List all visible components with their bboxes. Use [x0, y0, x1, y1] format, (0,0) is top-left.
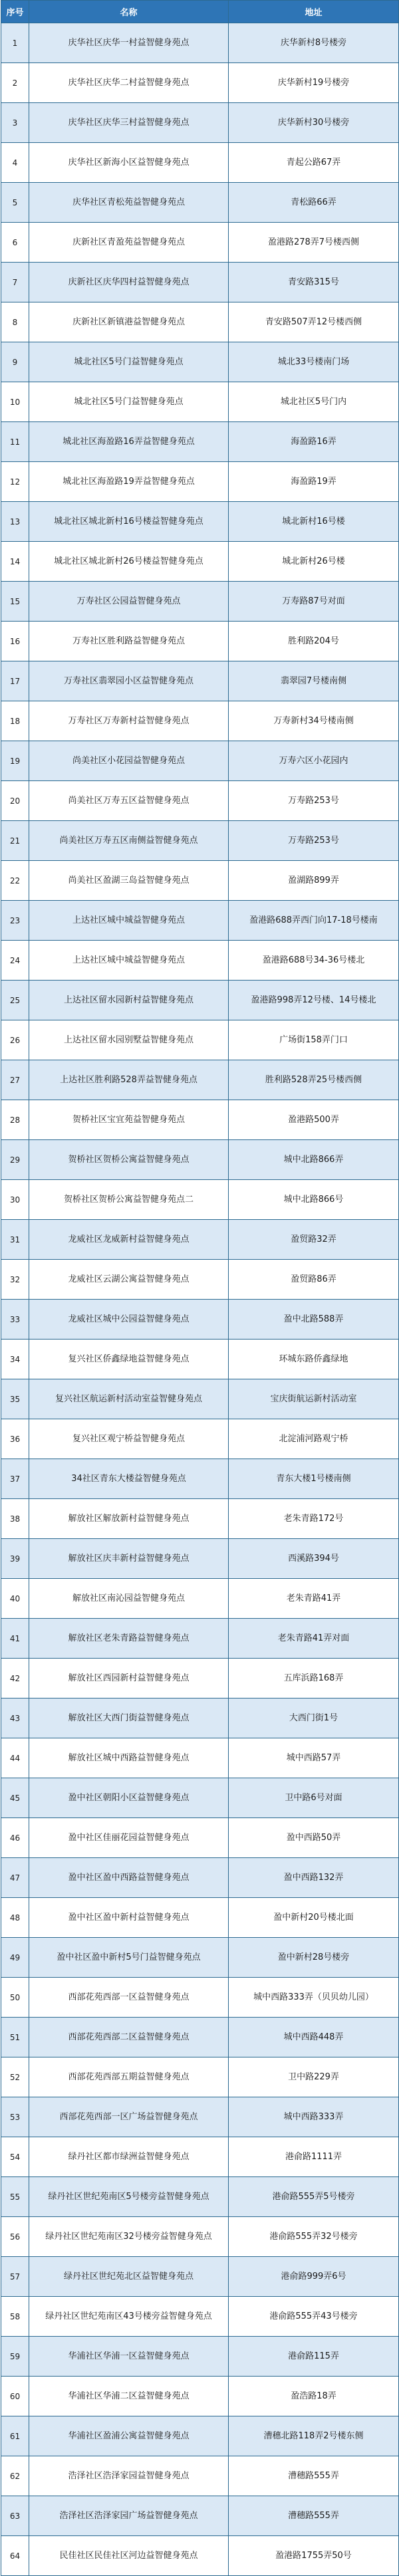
- row-name: 盈中社区佳丽花园益智健身苑点: [29, 1818, 229, 1858]
- row-address: 港俞路1111弄: [229, 2137, 399, 2177]
- row-name: 尚美社区小花园益智健身苑点: [29, 741, 229, 781]
- row-name: 解放社区庆丰新村益智健身苑点: [29, 1539, 229, 1579]
- row-address: 港俞路555弄5号楼旁: [229, 2177, 399, 2217]
- row-index: 52: [1, 2057, 29, 2097]
- row-name: 尚美社区万寿五区益智健身苑点: [29, 781, 229, 821]
- row-name: 华浦社区盈浦公寓益智健身苑点: [29, 2416, 229, 2456]
- row-name: 绿丹社区世纪苑南区43号楼旁益智健身苑点: [29, 2297, 229, 2337]
- table-row: [1, 2137, 399, 2177]
- row-index: 45: [1, 1778, 29, 1818]
- row-address: 盈中新村28号楼旁: [229, 1938, 399, 1978]
- table-row: [1, 542, 399, 582]
- row-index: 40: [1, 1579, 29, 1619]
- row-index: 1: [1, 23, 29, 63]
- table-row: [1, 1659, 399, 1698]
- row-address: 万寿路253号: [229, 781, 399, 821]
- row-address: 盈中北路588弄: [229, 1300, 399, 1340]
- table-row: [1, 1419, 399, 1459]
- row-index: 19: [1, 741, 29, 781]
- table-row: [1, 1539, 399, 1579]
- table-row: [1, 1778, 399, 1818]
- row-index: 17: [1, 661, 29, 701]
- table-row: [1, 342, 399, 382]
- row-name: 万寿社区万寿新村益智健身苑点: [29, 701, 229, 741]
- row-name: 城北社区城北新村26号楼益智健身苑点: [29, 542, 229, 582]
- table-row: [1, 103, 399, 143]
- header-name: 名称: [29, 1, 229, 23]
- row-index: 55: [1, 2177, 29, 2217]
- row-index: 61: [1, 2416, 29, 2456]
- table-row: [1, 1499, 399, 1539]
- row-address: 城北新村26号楼: [229, 542, 399, 582]
- row-address: 漕穗路555弄: [229, 2456, 399, 2496]
- row-name: 复兴社区侨鑫绿地益智健身苑点: [29, 1340, 229, 1379]
- table-row: [1, 422, 399, 462]
- row-name: 城北社区城北新村16号楼益智健身苑点: [29, 502, 229, 542]
- row-index: 62: [1, 2456, 29, 2496]
- row-address: 城中西路333弄（贝贝幼儿园）: [229, 1978, 399, 2018]
- row-address: 城中北路866号: [229, 1180, 399, 1220]
- row-address: 城中西路57弄: [229, 1738, 399, 1778]
- row-index: 3: [1, 103, 29, 143]
- row-name: 庆新社区庆华四村益智健身苑点: [29, 263, 229, 302]
- table-row: [1, 2097, 399, 2137]
- row-index: 14: [1, 542, 29, 582]
- row-name: 庆华社区庆华二村益智健身苑点: [29, 63, 229, 103]
- row-name: 浩泽社区浩泽家园益智健身苑点: [29, 2456, 229, 2496]
- row-address: 盈港路688弄西门向17-18号楼南: [229, 901, 399, 941]
- row-index: 60: [1, 2377, 29, 2416]
- row-address: 万寿路253号: [229, 821, 399, 861]
- row-address: 卫中路229弄: [229, 2057, 399, 2097]
- table-row: [1, 1858, 399, 1898]
- row-index: 18: [1, 701, 29, 741]
- row-address: 老朱青路41弄: [229, 1579, 399, 1619]
- row-index: 6: [1, 223, 29, 263]
- table-row: [1, 1180, 399, 1220]
- row-index: 57: [1, 2257, 29, 2297]
- row-index: 4: [1, 143, 29, 183]
- row-name: 万寿社区公园益智健身苑点: [29, 582, 229, 622]
- row-index: 56: [1, 2217, 29, 2257]
- row-name: 绿丹社区世纪苑北区益智健身苑点: [29, 2257, 229, 2297]
- row-index: 23: [1, 901, 29, 941]
- row-name: 34社区青东大楼益智健身苑点: [29, 1459, 229, 1499]
- table-row: [1, 2377, 399, 2416]
- row-name: 复兴社区观宁桥益智健身苑点: [29, 1419, 229, 1459]
- table-body: [1, 23, 399, 2576]
- row-address: 港俞路555弄43号楼旁: [229, 2297, 399, 2337]
- row-index: 22: [1, 861, 29, 901]
- table-row: [1, 2416, 399, 2456]
- row-name: 西部花苑西部一区益智健身苑点: [29, 1978, 229, 2018]
- row-address: 青安路507弄12号楼西侧: [229, 302, 399, 342]
- table-row: [1, 1938, 399, 1978]
- row-index: 25: [1, 981, 29, 1020]
- row-address: 盈港路998弄12号楼、14号楼北: [229, 981, 399, 1020]
- row-index: 59: [1, 2337, 29, 2377]
- table-row: [1, 981, 399, 1020]
- row-address: 城北社区5号门内: [229, 382, 399, 422]
- row-index: 42: [1, 1659, 29, 1698]
- row-index: 34: [1, 1340, 29, 1379]
- table-row: [1, 2257, 399, 2297]
- row-address: 万寿新村34号楼南侧: [229, 701, 399, 741]
- row-index: 10: [1, 382, 29, 422]
- row-index: 8: [1, 302, 29, 342]
- row-index: 63: [1, 2496, 29, 2536]
- row-address: 盈港路500弄: [229, 1100, 399, 1140]
- table-row: [1, 1060, 399, 1100]
- row-name: 庆华社区青松苑益智健身苑点: [29, 183, 229, 223]
- row-address: 海盈路16弄: [229, 422, 399, 462]
- table-row: [1, 1579, 399, 1619]
- row-name: 庆新社区新镇港益智健身苑点: [29, 302, 229, 342]
- table-row: [1, 63, 399, 103]
- row-index: 50: [1, 1978, 29, 2018]
- row-name: 解放社区城中西路益智健身苑点: [29, 1738, 229, 1778]
- row-name: 城北社区海盈路16弄益智健身苑点: [29, 422, 229, 462]
- row-address: 五库浜路168弄: [229, 1659, 399, 1698]
- row-index: 54: [1, 2137, 29, 2177]
- row-address: 城中西路448弄: [229, 2018, 399, 2057]
- row-index: 5: [1, 183, 29, 223]
- row-address: 庆华新村8号楼旁: [229, 23, 399, 63]
- row-address: 港俞路115弄: [229, 2337, 399, 2377]
- row-name: 城北社区5号门益智健身苑点: [29, 382, 229, 422]
- row-name: 浩泽社区浩泽家园广场益智健身苑点: [29, 2496, 229, 2536]
- row-name: 贺桥社区贺桥公寓益智健身苑点二: [29, 1180, 229, 1220]
- row-name: 绿丹社区世纪苑南区5号楼旁益智健身苑点: [29, 2177, 229, 2217]
- row-name: 庆华社区庆华三村益智健身苑点: [29, 103, 229, 143]
- row-name: 尚美社区盈湖三岛益智健身苑点: [29, 861, 229, 901]
- row-index: 48: [1, 1898, 29, 1938]
- row-name: 上达社区城中城益智健身苑点: [29, 941, 229, 981]
- table-row: [1, 223, 399, 263]
- row-address: 漕穗路555弄: [229, 2496, 399, 2536]
- table-row: [1, 302, 399, 342]
- fitness-sites-table: [1, 0, 399, 2576]
- row-index: 26: [1, 1020, 29, 1060]
- table-row: [1, 701, 399, 741]
- row-name: 解放社区西园新村益智健身苑点: [29, 1659, 229, 1698]
- table-row: [1, 622, 399, 661]
- row-name: 华浦社区华浦一区益智健身苑点: [29, 2337, 229, 2377]
- table-row: [1, 821, 399, 861]
- row-name: 上达社区胜利路528弄益智健身苑点: [29, 1060, 229, 1100]
- row-name: 盈中社区朝阳小区益智健身苑点: [29, 1778, 229, 1818]
- row-index: 33: [1, 1300, 29, 1340]
- row-address: 环城东路侨鑫绿地: [229, 1340, 399, 1379]
- row-name: 龙威社区龙威新村益智健身苑点: [29, 1220, 229, 1260]
- row-index: 44: [1, 1738, 29, 1778]
- row-name: 万寿社区翡翠园小区益智健身苑点: [29, 661, 229, 701]
- table-row: [1, 1379, 399, 1419]
- row-index: 27: [1, 1060, 29, 1100]
- row-name: 城北社区5号门益智健身苑点: [29, 342, 229, 382]
- table-row: [1, 781, 399, 821]
- row-address: 卫中路6号对面: [229, 1778, 399, 1818]
- row-name: 龙威社区城中公园益智健身苑点: [29, 1300, 229, 1340]
- table-row: [1, 2456, 399, 2496]
- table-row: [1, 2177, 399, 2217]
- row-index: 9: [1, 342, 29, 382]
- row-index: 64: [1, 2536, 29, 2576]
- row-name: 城北社区海盈路19弄益智健身苑点: [29, 462, 229, 502]
- row-address: 翡翠园7号楼南侧: [229, 661, 399, 701]
- table-row: [1, 1459, 399, 1499]
- row-address: 盈港路1755弄50号: [229, 2536, 399, 2576]
- row-address: 城北33号楼南门场: [229, 342, 399, 382]
- row-name: 上达社区留水园新村益智健身苑点: [29, 981, 229, 1020]
- row-address: 城中西路333弄: [229, 2097, 399, 2137]
- row-index: 21: [1, 821, 29, 861]
- header-address: 地址: [229, 1, 399, 23]
- row-name: 西部花苑西部一区广场益智健身苑点: [29, 2097, 229, 2137]
- table-row: [1, 1300, 399, 1340]
- row-address: 青起公路67弄: [229, 143, 399, 183]
- row-address: 盈湖路899弄: [229, 861, 399, 901]
- table-row: [1, 1140, 399, 1180]
- row-address: 青松路66弄: [229, 183, 399, 223]
- row-address: 城中北路866弄: [229, 1140, 399, 1180]
- row-address: 青安路315号: [229, 263, 399, 302]
- row-index: 28: [1, 1100, 29, 1140]
- table-row: [1, 1898, 399, 1938]
- row-address: 盈贸路32弄: [229, 1220, 399, 1260]
- row-address: 盈贸路86弄: [229, 1260, 399, 1300]
- row-address: 海盈路19弄: [229, 462, 399, 502]
- row-name: 庆华社区新海小区益智健身苑点: [29, 143, 229, 183]
- row-name: 解放社区大西门街益智健身苑点: [29, 1698, 229, 1738]
- row-index: 11: [1, 422, 29, 462]
- row-address: 胜利路204号: [229, 622, 399, 661]
- table-row: [1, 2337, 399, 2377]
- table-row: [1, 382, 399, 422]
- table-row: [1, 2297, 399, 2337]
- row-index: 29: [1, 1140, 29, 1180]
- row-name: 盈中社区盈中西路益智健身苑点: [29, 1858, 229, 1898]
- table-row: [1, 1340, 399, 1379]
- table-row: [1, 2496, 399, 2536]
- row-address: 万寿六区小花园内: [229, 741, 399, 781]
- row-address: 盈中新村20号楼北面: [229, 1898, 399, 1938]
- row-address: 宝庆街航运新村活动室: [229, 1379, 399, 1419]
- row-address: 西溪路394号: [229, 1539, 399, 1579]
- row-address: 盈港路278弄7号楼西侧: [229, 223, 399, 263]
- row-index: 13: [1, 502, 29, 542]
- row-name: 盈中社区盈中新村5号门益智健身苑点: [29, 1938, 229, 1978]
- table-row: [1, 462, 399, 502]
- row-name: 华浦社区华浦二区益智健身苑点: [29, 2377, 229, 2416]
- header-row: [1, 1, 399, 23]
- row-address: 漕穗北路118弄2号楼东侧: [229, 2416, 399, 2456]
- table-row: [1, 901, 399, 941]
- table-row: [1, 741, 399, 781]
- row-name: 万寿社区胜利路益智健身苑点: [29, 622, 229, 661]
- row-name: 龙威社区云湖公寓益智健身苑点: [29, 1260, 229, 1300]
- row-index: 53: [1, 2097, 29, 2137]
- table-row: [1, 941, 399, 981]
- table-row: [1, 143, 399, 183]
- row-index: 36: [1, 1419, 29, 1459]
- row-index: 46: [1, 1818, 29, 1858]
- row-index: 49: [1, 1938, 29, 1978]
- row-index: 58: [1, 2297, 29, 2337]
- table-row: [1, 1978, 399, 2018]
- row-index: 2: [1, 63, 29, 103]
- row-name: 解放社区老朱青路益智健身苑点: [29, 1619, 229, 1659]
- row-index: 7: [1, 263, 29, 302]
- table-header: [1, 1, 399, 23]
- row-name: 贺桥社区贺桥公寓益智健身苑点: [29, 1140, 229, 1180]
- table-row: [1, 183, 399, 223]
- row-index: 24: [1, 941, 29, 981]
- row-address: 港俞路999弄6号: [229, 2257, 399, 2297]
- row-index: 35: [1, 1379, 29, 1419]
- row-index: 51: [1, 2018, 29, 2057]
- row-name: 西部花苑西部二区益智健身苑点: [29, 2018, 229, 2057]
- row-address: 城北新村16号楼: [229, 502, 399, 542]
- table-row: [1, 2057, 399, 2097]
- row-address: 盈浩路18弄: [229, 2377, 399, 2416]
- table-row: [1, 1738, 399, 1778]
- row-index: 32: [1, 1260, 29, 1300]
- header-index: 序号: [1, 1, 29, 23]
- table-row: [1, 1260, 399, 1300]
- row-address: 青东大楼1号楼南侧: [229, 1459, 399, 1499]
- row-name: 上达社区留水园别墅益智健身苑点: [29, 1020, 229, 1060]
- row-address: 港俞路555弄32号楼旁: [229, 2217, 399, 2257]
- table-row: [1, 661, 399, 701]
- row-index: 15: [1, 582, 29, 622]
- table-row: [1, 1220, 399, 1260]
- row-index: 43: [1, 1698, 29, 1738]
- row-name: 民佳社区民佳社区河边益智健身苑点: [29, 2536, 229, 2576]
- table-row: [1, 861, 399, 901]
- row-index: 16: [1, 622, 29, 661]
- table-row: [1, 2018, 399, 2057]
- row-address: 盈中西路50弄: [229, 1818, 399, 1858]
- row-address: 北淀浦河路观宁桥: [229, 1419, 399, 1459]
- row-address: 胜利路528弄25号楼西侧: [229, 1060, 399, 1100]
- row-address: 老朱青路41弄对面: [229, 1619, 399, 1659]
- table-row: [1, 1619, 399, 1659]
- row-address: 大西门街1号: [229, 1698, 399, 1738]
- row-address: 广场街158弄门口: [229, 1020, 399, 1060]
- row-name: 解放社区南沁园益智健身苑点: [29, 1579, 229, 1619]
- row-index: 20: [1, 781, 29, 821]
- table-row: [1, 582, 399, 622]
- table-row: [1, 23, 399, 63]
- row-name: 盈中社区盈中新村益智健身苑点: [29, 1898, 229, 1938]
- row-index: 47: [1, 1858, 29, 1898]
- row-index: 39: [1, 1539, 29, 1579]
- row-address: 盈中西路132弄: [229, 1858, 399, 1898]
- row-address: 庆华新村19号楼旁: [229, 63, 399, 103]
- table-row: [1, 1818, 399, 1858]
- row-address: 老朱青路172号: [229, 1499, 399, 1539]
- row-index: 38: [1, 1499, 29, 1539]
- table-row: [1, 1020, 399, 1060]
- table-row: [1, 1100, 399, 1140]
- table-row: [1, 2217, 399, 2257]
- table-row: [1, 1698, 399, 1738]
- table-row: [1, 502, 399, 542]
- row-index: 12: [1, 462, 29, 502]
- row-name: 上达社区城中城益智健身苑点: [29, 901, 229, 941]
- row-name: 庆华社区庆华一村益智健身苑点: [29, 23, 229, 63]
- row-address: 庆华新村30号楼旁: [229, 103, 399, 143]
- row-index: 30: [1, 1180, 29, 1220]
- row-address: 万寿路87号对面: [229, 582, 399, 622]
- table-row: [1, 263, 399, 302]
- row-index: 37: [1, 1459, 29, 1499]
- row-name: 尚美社区万寿五区南侧益智健身苑点: [29, 821, 229, 861]
- row-name: 绿丹社区世纪苑南区32号楼旁益智健身苑点: [29, 2217, 229, 2257]
- row-index: 31: [1, 1220, 29, 1260]
- row-name: 庆新社区青盈苑益智健身苑点: [29, 223, 229, 263]
- row-index: 41: [1, 1619, 29, 1659]
- row-name: 解放社区解放新村益智健身苑点: [29, 1499, 229, 1539]
- row-name: 贺桥社区宝宜苑益智健身苑点: [29, 1100, 229, 1140]
- row-name: 西部花苑西部五期益智健身苑点: [29, 2057, 229, 2097]
- row-name: 复兴社区航运新村活动室益智健身苑点: [29, 1379, 229, 1419]
- table-row: [1, 2536, 399, 2576]
- row-address: 盈港路688号34-36号楼北: [229, 941, 399, 981]
- row-name: 绿丹社区都市绿洲益智健身苑点: [29, 2137, 229, 2177]
